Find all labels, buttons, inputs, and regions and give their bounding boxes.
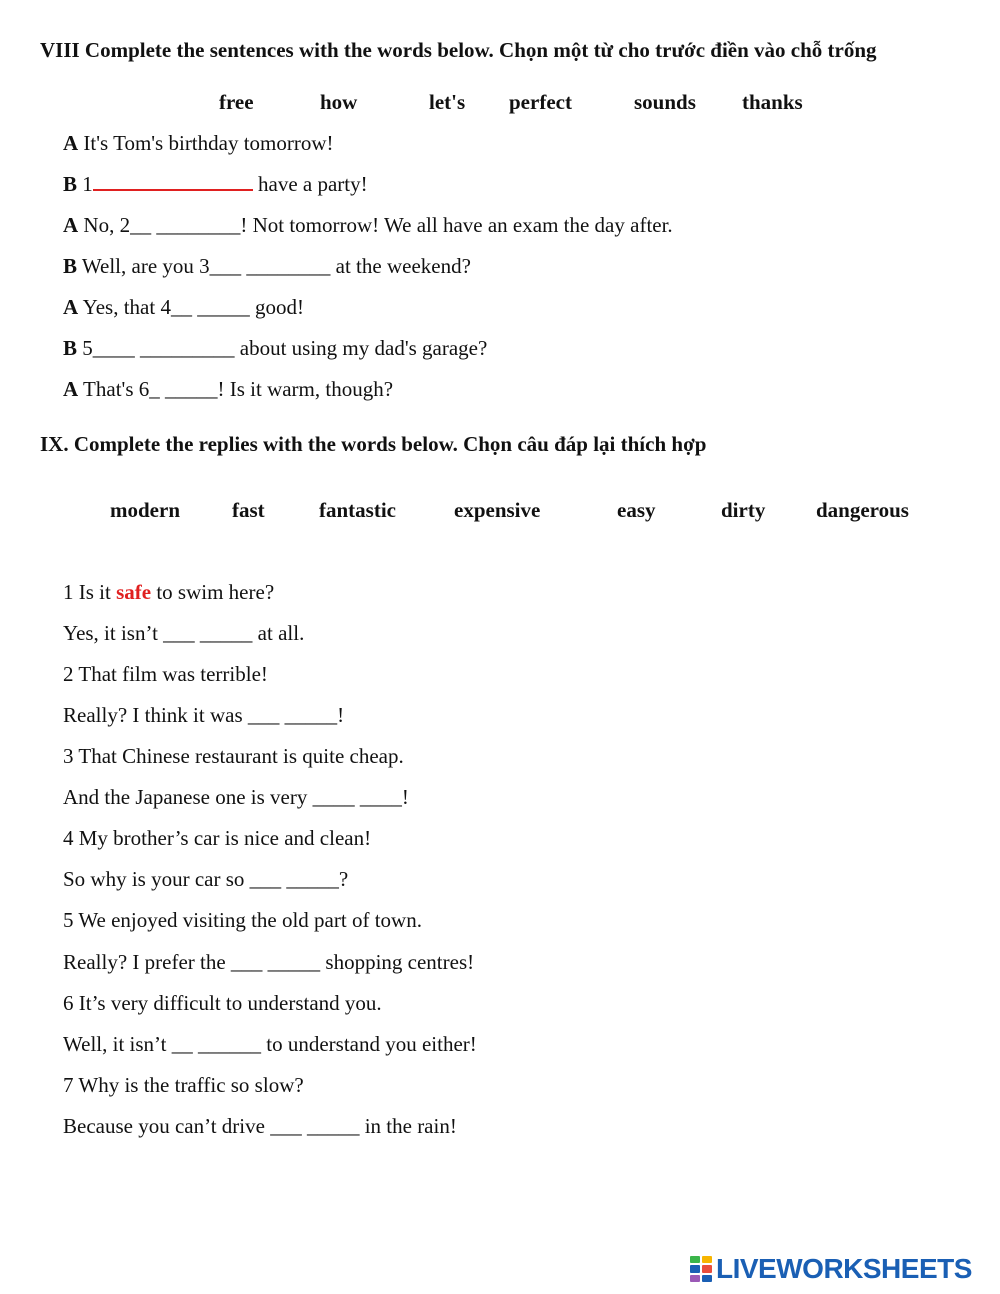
dialogue-text: 5____ _________ about using my dad's garage?	[82, 336, 488, 360]
speaker-label: A	[63, 295, 79, 319]
question-text: 1 Is it	[63, 580, 117, 604]
question-line	[63, 580, 274, 605]
dialogue-text: No, 2__ ________! Not tomorrow! We all have an exam the day after.	[83, 213, 673, 237]
reply-line: And the Japanese one is very ____ ____!	[63, 785, 409, 809]
question-line: 7 Why is the traffic so slow?	[63, 1073, 304, 1097]
word-bank-item: perfect	[509, 90, 572, 114]
dialogue-text: That's 6_ _____! Is it warm, though?	[83, 377, 394, 401]
word-bank-item: dangerous	[816, 498, 909, 522]
dialogue-line	[63, 336, 487, 361]
reply-line: Really? I prefer the ___ _____ shopping centres!	[63, 950, 475, 974]
speaker-label: A	[63, 377, 79, 401]
reply-line: Well, it isn’t __ ______ to understand you either!	[63, 1032, 477, 1056]
speaker-label: A	[63, 131, 79, 155]
word-bank-item: easy	[617, 498, 656, 522]
word-bank-item: how	[320, 90, 358, 114]
reply-line: Yes, it isn’t ___ _____ at all.	[63, 621, 305, 645]
logo-text: LIVEWORKSHEETS	[716, 1253, 972, 1284]
word-bank-item: sounds	[634, 90, 696, 114]
word-bank-item: free	[219, 90, 254, 114]
question-line: 6 It’s very difficult to understand you.	[63, 991, 382, 1015]
dialogue-text: It's Tom's birthday tomorrow!	[83, 131, 334, 155]
word-bank-item: modern	[110, 498, 180, 522]
section-9-heading: IX. Complete the replies with the words below. Chọn câu đáp lại thích hợp	[40, 432, 707, 456]
reply-line: So why is your car so ___ _____?	[63, 867, 349, 891]
blank-number: 1	[82, 172, 93, 196]
speaker-label: A	[63, 213, 79, 237]
word-bank-item: let's	[429, 90, 466, 114]
reply-line: Because you can’t drive ___ _____ in the rain!	[63, 1114, 457, 1138]
reply-line: Really? I think it was ___ _____!	[63, 703, 345, 727]
logo-icon	[690, 1256, 712, 1282]
answer-blank-example	[93, 188, 253, 191]
dialogue-line	[63, 295, 304, 320]
dialogue-line	[63, 131, 334, 156]
dialogue-line	[63, 213, 673, 238]
dialogue-text: Well, are you 3___ ________ at the weekend?	[81, 254, 471, 278]
speaker-label: B	[63, 172, 78, 196]
question-line: 3 That Chinese restaurant is quite cheap.	[63, 744, 404, 768]
dialogue-line	[63, 172, 368, 197]
dialogue-text: have a party!	[252, 172, 368, 196]
dialogue-line	[63, 377, 393, 402]
word-bank-item: dirty	[721, 498, 766, 522]
word-bank-item: thanks	[742, 90, 803, 114]
speaker-label: B	[63, 336, 78, 360]
question-text: to swim here?	[151, 580, 275, 604]
example-keyword: safe	[116, 580, 152, 604]
question-line: 4 My brother’s car is nice and clean!	[63, 826, 372, 850]
word-bank-item: expensive	[454, 498, 541, 522]
liveworksheets-logo	[690, 1252, 972, 1286]
word-bank-item: fast	[232, 498, 265, 522]
question-line: 5 We enjoyed visiting the old part of town.	[63, 908, 422, 932]
word-bank-item: fantastic	[319, 498, 396, 522]
section-8-heading: VIII Complete the sentences with the words below. Chọn một từ cho trước điền vào chỗ trống	[40, 38, 877, 62]
question-line: 2 That film was terrible!	[63, 662, 268, 686]
speaker-label: B	[63, 254, 78, 278]
dialogue-text: Yes, that 4__ _____ good!	[82, 295, 304, 319]
dialogue-line	[63, 254, 471, 279]
